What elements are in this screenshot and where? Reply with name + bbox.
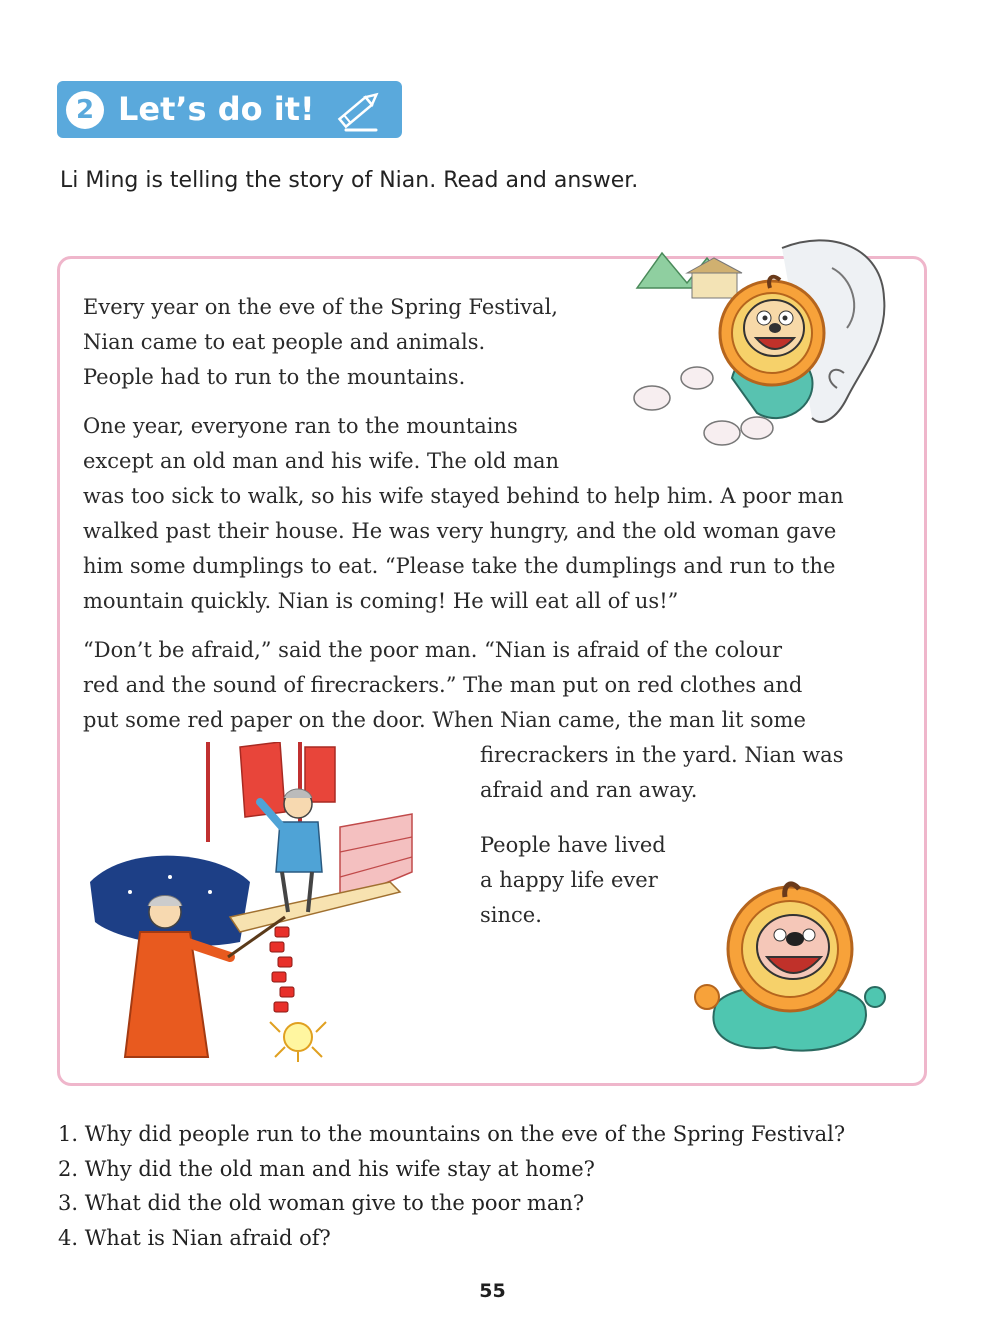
- story-line: mountain quickly. Nian is coming! He will eat all of us!”: [83, 589, 679, 613]
- question-item: 3. What did the old woman give to the poor man?: [58, 1191, 585, 1215]
- story-line: People had to run to the mountains.: [83, 365, 466, 389]
- story-line: afraid and ran away.: [480, 778, 698, 802]
- story-line: People have lived: [480, 833, 666, 857]
- story-line: except an old man and his wife. The old man: [83, 449, 560, 473]
- story-paragraph-1: [83, 290, 558, 395]
- story-line: “Don’t be afraid,” said the poor man. “Nian is afraid of the colour: [83, 638, 783, 662]
- story-paragraph-2: [83, 409, 844, 619]
- section-title: Let’s do it!: [118, 90, 315, 128]
- story-line: red and the sound of firecrackers.” The man put on red clothes and: [83, 673, 803, 697]
- story-paragraph-3a: [83, 633, 806, 738]
- story-paragraph-3b: [480, 738, 843, 808]
- story-line: firecrackers in the yard. Nian was: [480, 743, 844, 767]
- old-couple-firecrackers-illustration: [90, 742, 435, 1062]
- question-item: 2. Why did the old man and his wife stay at home?: [58, 1156, 595, 1181]
- story-paragraph-4: [480, 828, 666, 933]
- question-item: 4. What is Nian afraid of?: [58, 1225, 331, 1250]
- story-line: was too sick to walk, so his wife stayed behind to help him. A poor man: [83, 484, 844, 508]
- story-line: since.: [480, 903, 542, 927]
- question-item: 1. Why did people run to the mountains on the eve of the Spring Festival?: [58, 1122, 846, 1146]
- pencil-icon: [330, 86, 386, 134]
- story-line: Nian came to eat people and animals.: [83, 330, 486, 354]
- story-line: a happy life ever: [480, 868, 658, 892]
- story-line: put some red paper on the door. When Nian came, the man lit some: [83, 708, 806, 732]
- nian-running-illustration: [685, 877, 895, 1057]
- story-line: Every year on the eve of the Spring Festival,: [83, 295, 558, 319]
- section-number: 2: [66, 91, 104, 129]
- instruction-text: Li Ming is telling the story of Nian. Read and answer.: [60, 168, 639, 193]
- story-line: One year, everyone ran to the mountains: [83, 414, 518, 438]
- story-line: him some dumplings to eat. “Please take the dumplings and run to the: [83, 554, 836, 578]
- story-line: walked past their house. He was very hungry, and the old woman gave: [83, 519, 837, 543]
- comprehension-questions: [58, 1117, 845, 1255]
- page-number: 55: [479, 1280, 506, 1302]
